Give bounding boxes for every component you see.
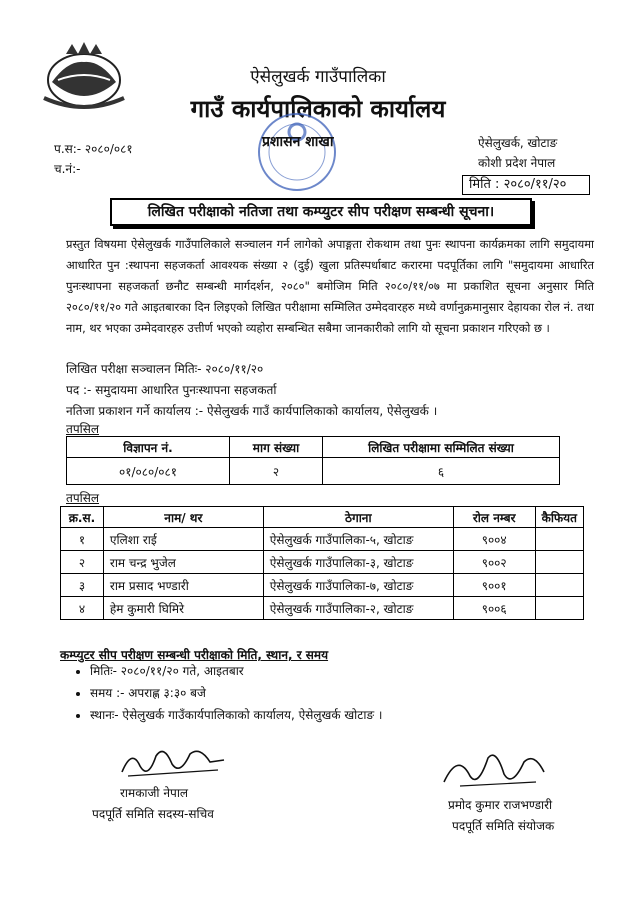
table-header-cell: नाम/ थर xyxy=(103,507,263,528)
table-cell: २ xyxy=(61,551,104,574)
chalani-number: च.नं:- xyxy=(54,162,81,176)
section-name: प्रशासन शाखा xyxy=(262,134,334,150)
right-signatory-name: प्रमोद कुमार राजभण्डारी xyxy=(448,798,553,812)
left-signatory-name: रामकाजी नेपाल xyxy=(120,786,189,800)
left-signatory-title: पदपूर्ति समिति सदस्य-सचिव xyxy=(92,807,214,821)
results-table xyxy=(60,506,584,620)
vacancy-table xyxy=(66,436,560,485)
table-cell: ६ xyxy=(323,458,560,485)
table-cell: ९००४ xyxy=(453,528,535,551)
table-cell: ९००१ xyxy=(453,574,535,597)
notice-date: मिति : २०८०/११/२० xyxy=(462,175,590,195)
address-line-2: कोशी प्रदेश नेपाल xyxy=(478,156,556,170)
table-cell: एलिशा राई xyxy=(103,528,263,551)
address-line-1: ऐसेलुखर्क, खोटाङ xyxy=(478,136,558,150)
table-cell: ९००२ xyxy=(453,551,535,574)
table1-caption: तपसिल xyxy=(66,422,100,436)
table-cell xyxy=(535,597,583,620)
signature-left-icon xyxy=(118,742,228,782)
table2-caption: तपसिल xyxy=(66,491,100,505)
patra-sankhya: प.स:- २०८०/०८१ xyxy=(54,142,133,156)
table-header-row xyxy=(67,437,560,458)
right-signatory-title: पदपूर्ति समिति संयोजक xyxy=(452,819,555,833)
exam-date-line: लिखित परीक्षा सञ्चालन मितिः- २०८०/११/२० xyxy=(66,362,264,376)
table-cell: ९००६ xyxy=(453,597,535,620)
table-cell: राम चन्द्र भुजेल xyxy=(103,551,263,574)
list-item: • समय :- अपराह्ण ३:३० बजे xyxy=(90,682,382,704)
table-cell xyxy=(535,574,583,597)
table-cell: ऐसेलुखर्क गाउँपालिका-५, खोटाङ xyxy=(263,528,453,551)
table-cell xyxy=(535,528,583,551)
list-item: • स्थानः- ऐसेलुखर्क गाउँकार्यपालिकाको कार्यालय, ऐसेलुखर्क खोटाङ । xyxy=(90,704,382,726)
table-header-cell: लिखित परीक्षामा सम्मिलित संख्या xyxy=(323,437,560,458)
table-cell: १ xyxy=(61,528,104,551)
table-cell: ऐसेलुखर्क गाउँपालिका-२, खोटाङ xyxy=(263,597,453,620)
table-header-cell: विज्ञापन नं. xyxy=(67,437,230,458)
table-cell: ०१/०८०/०८१ xyxy=(67,458,230,485)
post-line: पद :- समुदायमा आधारित पुनःस्थापना सहजकर्ता xyxy=(66,383,277,397)
table-row xyxy=(61,574,584,597)
office-name: गाउँ कार्यपालिकाको कार्यालय xyxy=(190,95,446,123)
table-header-cell: माग संख्या xyxy=(230,437,323,458)
office-line: नतिजा प्रकाशन गर्ने कार्यालय :- ऐसेलुखर्क गाउँ कार्यपालिकाको कार्यालय, ऐसेलुखर्क । xyxy=(66,404,438,418)
org-name: ऐसेलुखर्क गाउँपालिका xyxy=(250,67,386,87)
table-cell: ३ xyxy=(61,574,104,597)
table-row xyxy=(61,597,584,620)
signature-right-icon xyxy=(440,748,550,792)
body-paragraph: प्रस्तुत विषयमा ऐसेलुखर्क गाउँपालिकाले सञ्चालन गर्न लागेको अपाङ्गता रोकथाम तथा पुनः स्थापना कार्यक्रमका लागि समुदायमा आधारित पुन :स्थापना सहजकर्ता आवश्यक संख्या २ (दुई) खुला प्रतिस्पर्धाबाट करारमा पदपूर्तिका लागि "समुदायमा आधारित पुनःस्थापना सहजकर्ता छनौट सम्बन्धी मार्गदर्शन, २०८०" बमोजिम मिति २०८०/११/०७ मा प्रकाशित सूचना अनुसार मिति २०८०/११/२० गते आइतबारका दिन लिइएको लिखित परीक्षामा सम्मिलित उम्मेदवारहरु मध्ये वर्णानुक्रमानुसार देहायका रोल नं. तथा नाम, थर भएका उम्मेदवारहरु उत्तीर्ण भएको व्यहोरा सम्बन्धित सबैमा जानकारीको लागि यो सूचना प्रकाशन गरिएको छ । xyxy=(66,237,594,335)
table-cell: ४ xyxy=(61,597,104,620)
table-cell: ऐसेलुखर्क गाउँपालिका-७, खोटाङ xyxy=(263,574,453,597)
table-header-cell: रोल नम्बर xyxy=(453,507,535,528)
table-cell: हेम कुमारी घिमिरे xyxy=(103,597,263,620)
table-header-cell: कैफियत xyxy=(535,507,583,528)
table-row xyxy=(61,551,584,574)
table-cell: राम प्रसाद भण्डारी xyxy=(103,574,263,597)
table-header-cell: ठेगाना xyxy=(263,507,453,528)
notice-title: लिखित परीक्षाको नतिजा तथा कम्प्युटर सीप परीक्षण सम्बन्धी सूचना। xyxy=(110,198,532,226)
computer-test-heading: कम्प्युटर सीप परीक्षण सम्बन्धी परीक्षाको मिति, स्थान, र समय xyxy=(60,648,329,662)
list-item: • मितिः- २०८०/११/२० गते, आइतबार xyxy=(90,660,382,682)
table-cell xyxy=(535,551,583,574)
table-row xyxy=(67,458,560,485)
table-cell: २ xyxy=(230,458,323,485)
table-row xyxy=(61,528,584,551)
office-stamp-icon xyxy=(255,110,339,194)
table-header-row xyxy=(61,507,584,528)
computer-test-list xyxy=(70,660,382,726)
table-header-cell: क्र.स. xyxy=(61,507,104,528)
table-cell: ऐसेलुखर्क गाउँपालिका-३, खोटाङ xyxy=(263,551,453,574)
